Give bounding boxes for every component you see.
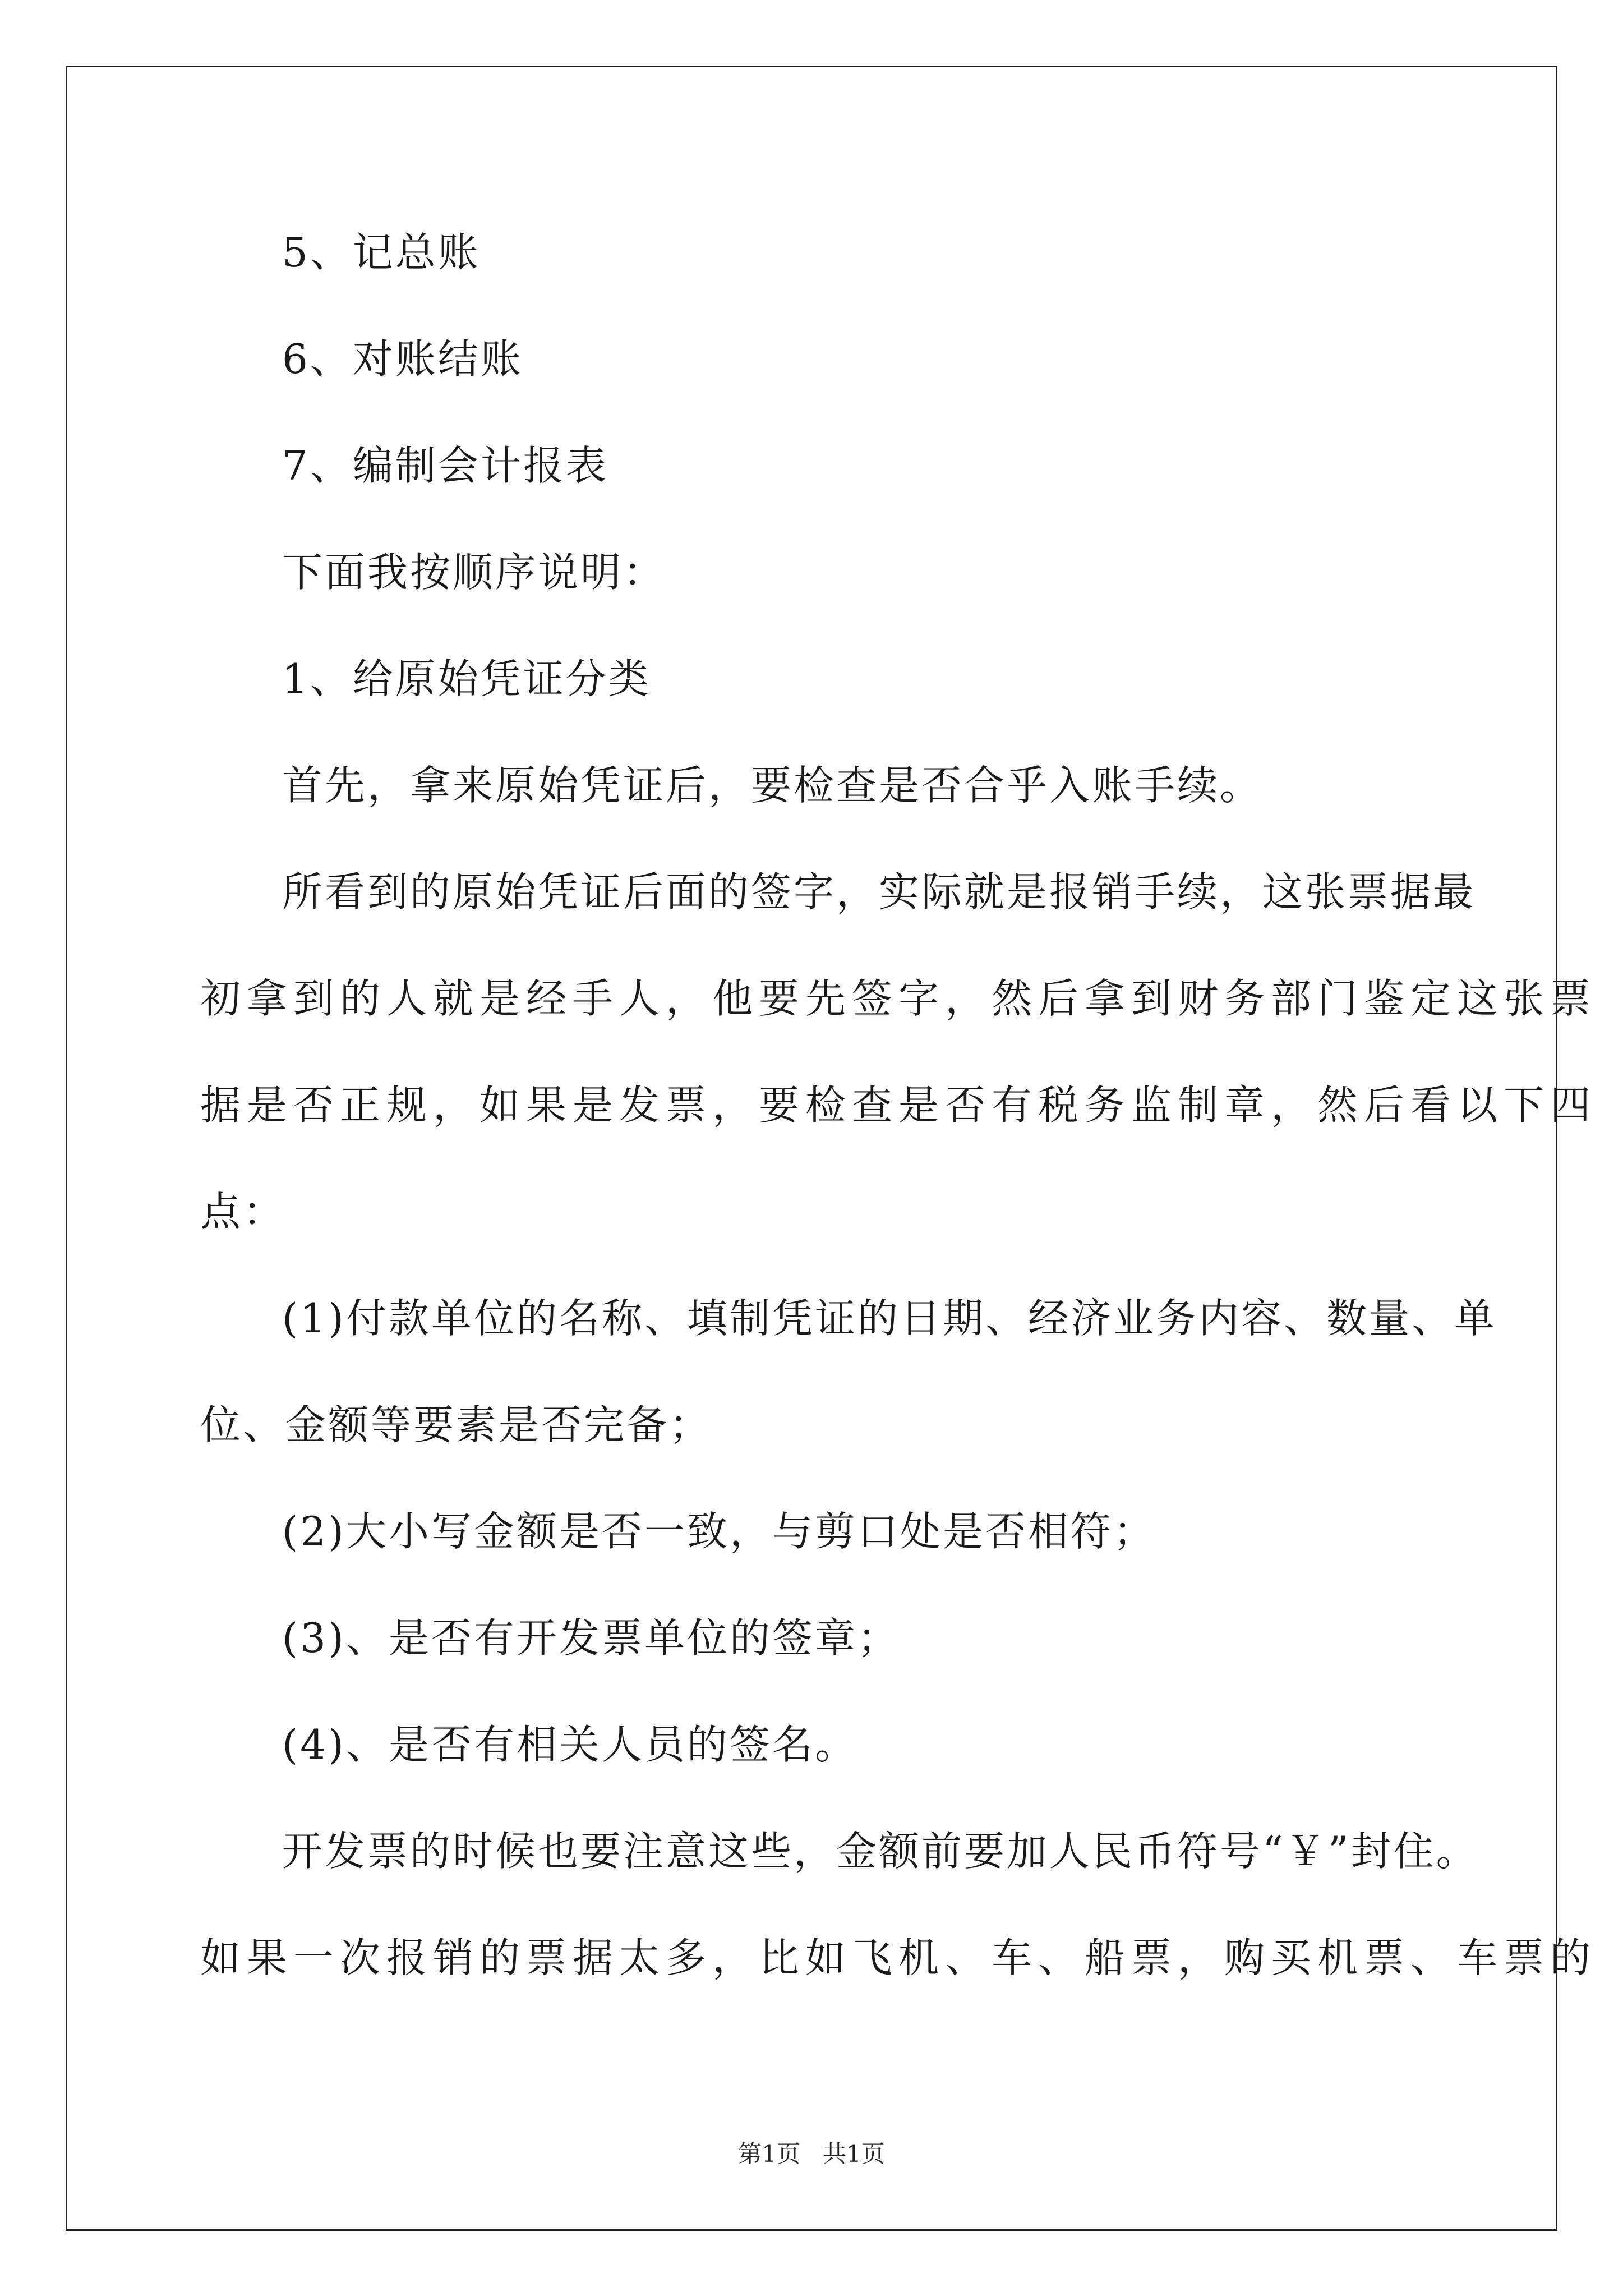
- list-item-6: 6、对账结账: [282, 335, 523, 383]
- check-item-1-cont: 位、金额等要素是否完备；: [200, 1401, 712, 1448]
- paragraph-line: 点：: [200, 1188, 286, 1235]
- check-item-2: (2)大小写金额是否一致，与剪口处是否相符；: [282, 1508, 1156, 1555]
- page-number: 第1页: [738, 2140, 800, 2168]
- check-item-4: (4)、是否有相关人员的签名。: [282, 1721, 857, 1768]
- check-item-1: (1)付款单位的名称、填制凭证的日期、经济业务内容、数量、单: [282, 1295, 1497, 1342]
- page-footer: [0, 2140, 1623, 2168]
- paragraph-line: 首先，拿来原始凭证后，要检查是否合乎入账手续。: [282, 762, 1263, 809]
- intro-text: 下面我按顺序说明：: [282, 549, 666, 596]
- page-total: 共1页: [823, 2140, 885, 2168]
- paragraph-line: 初拿到的人就是经手人，他要先签字，然后拿到财务部门鉴定这张票: [200, 975, 1597, 1022]
- list-item-5: 5、记总账: [282, 229, 481, 276]
- paragraph-line: 所看到的原始凭证后面的签字，实际就是报销手续，这张票据最: [282, 868, 1476, 915]
- paragraph-line: 如果一次报销的票据太多，比如飞机、车、船票，购买机票、车票的: [200, 1934, 1597, 1981]
- paragraph-line: 据是否正规，如果是发票，要检查是否有税务监制章，然后看以下四: [200, 1082, 1597, 1129]
- check-item-3: (3)、是否有开发票单位的签章；: [282, 1614, 900, 1662]
- section-heading-1: 1、给原始凭证分类: [282, 655, 651, 702]
- paragraph-line: 开发票的时候也要注意这些，金额前要加人民币符号“￥”封住。: [282, 1828, 1479, 1875]
- page-border: [66, 66, 1557, 2231]
- list-item-7: 7、编制会计报表: [282, 442, 608, 489]
